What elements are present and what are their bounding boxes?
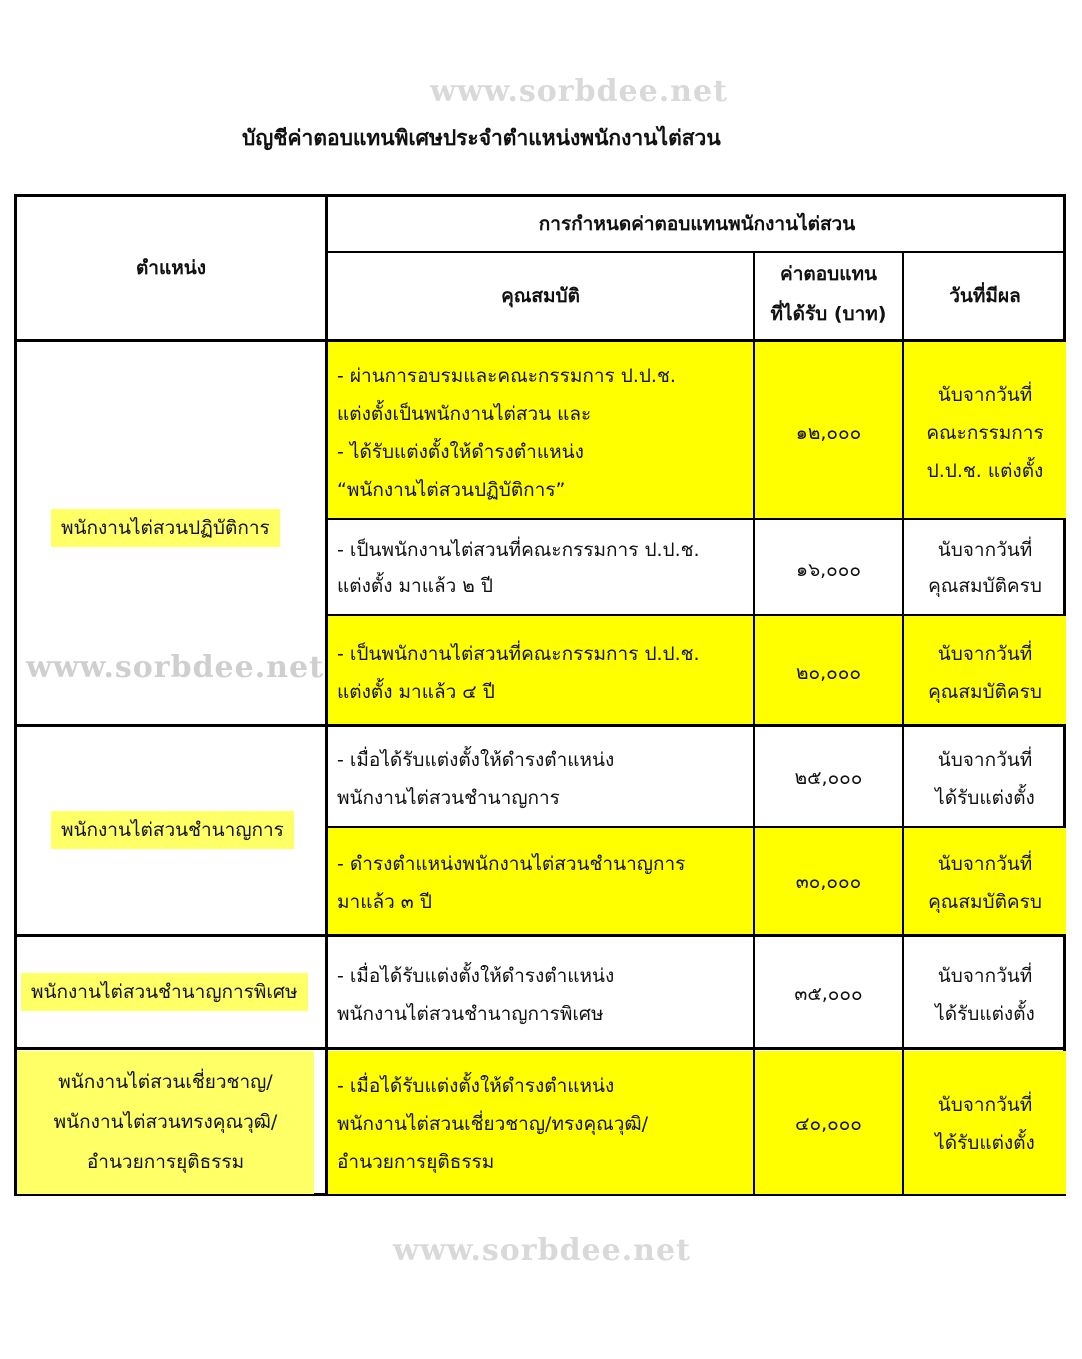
- amount-text: ๓๕,๐๐๐: [794, 983, 863, 1005]
- effective-date-text: นับจากวันที่: [937, 384, 1033, 406]
- effective-date-text: คุณสมบัติครบ: [928, 681, 1042, 703]
- position-label-operational: พนักงานไต่สวนปฏิบัติการ: [51, 509, 280, 547]
- qualification-text: - เมื่อได้รับแต่งตั้งให้ดำรงตำแหน่ง: [337, 965, 615, 987]
- qualification-text: อำนวยการยุติธรรม: [337, 1151, 495, 1173]
- qualification-text: แต่งตั้งเป็นพนักงานไต่สวน และ: [337, 403, 592, 425]
- divider: [325, 197, 328, 1194]
- qualification-text: - เมื่อได้รับแต่งตั้งให้ดำรงตำแหน่ง: [337, 1075, 615, 1097]
- divider: [17, 339, 1066, 342]
- qualification-text: - เมื่อได้รับแต่งตั้งให้ดำรงตำแหน่ง: [337, 749, 615, 771]
- position-label-professional: พนักงานไต่สวนชำนาญการ: [51, 811, 294, 849]
- effective-date-text: คุณสมบัติครบ: [928, 575, 1042, 597]
- qualification-text: - เป็นพนักงานไต่สวนที่คณะกรรมการ ป.ป.ช.: [337, 539, 700, 561]
- effective-date-text: ป.ป.ช. แต่งตั้ง: [926, 460, 1044, 482]
- qualification-text: มาแล้ว ๓ ปี: [337, 891, 432, 913]
- document-title: บัญชีค่าตอบแทนพิเศษประจำตำแหน่งพนักงานไต่สวน: [242, 126, 721, 150]
- qualification-text: - เป็นพนักงานไต่สวนที่คณะกรรมการ ป.ป.ช.: [337, 643, 700, 665]
- effective-date-text: นับจากวันที่: [937, 1094, 1033, 1116]
- watermark-top: www.sorbdee.net: [430, 74, 728, 109]
- divider: [17, 1047, 1066, 1050]
- qualification-text: - ได้รับแต่งตั้งให้ดำรงตำแหน่ง: [337, 441, 584, 463]
- effective-date-text: นับจากวันที่: [937, 965, 1033, 987]
- effective-date-text: ได้รับแต่งตั้ง: [935, 787, 1035, 809]
- divider: [753, 251, 755, 1194]
- watermark-bottom: www.sorbdee.net: [393, 1233, 691, 1268]
- compensation-table: [14, 194, 1066, 1196]
- header-group: การกำหนดค่าตอบแทนพนักงานไต่สวน: [538, 213, 856, 235]
- position-label-expert: อำนวยการยุติธรรม: [86, 1151, 245, 1173]
- amount-text: ๒๕,๐๐๐: [794, 767, 863, 789]
- qualification-text: แต่งตั้ง มาแล้ว ๔ ปี: [337, 681, 495, 703]
- effective-date-text: ได้รับแต่งตั้ง: [935, 1132, 1035, 1154]
- header-compensation-unit: ที่ได้รับ (บาท): [770, 303, 887, 325]
- header-effective-date: วันที่มีผล: [949, 285, 1021, 307]
- effective-date-text: นับจากวันที่: [937, 539, 1033, 561]
- qualification-text: - ดำรงตำแหน่งพนักงานไต่สวนชำนาญการ: [337, 853, 686, 875]
- qualification-text: พนักงานไต่สวนชำนาญการพิเศษ: [337, 1003, 604, 1025]
- header-compensation: ค่าตอบแทน: [780, 263, 877, 285]
- effective-date-text: คณะกรรมการ: [926, 422, 1044, 444]
- header-qualification: คุณสมบัติ: [501, 285, 580, 307]
- amount-text: ๒๐,๐๐๐: [796, 662, 861, 684]
- amount-text: ๓๐,๐๐๐: [795, 871, 862, 893]
- qualification-text: - ผ่านการอบรมและคณะกรรมการ ป.ป.ช.: [337, 365, 676, 387]
- position-label-expert: พนักงานไต่สวนเชี่ยวชาญ/: [58, 1071, 273, 1093]
- effective-date-text: คุณสมบัติครบ: [928, 891, 1042, 913]
- qualification-text: พนักงานไต่สวนชำนาญการ: [337, 787, 560, 809]
- amount-text: ๑๖,๐๐๐: [796, 559, 861, 581]
- position-label-senior-professional: พนักงานไต่สวนชำนาญการพิเศษ: [21, 973, 308, 1011]
- effective-date-text: ได้รับแต่งตั้ง: [935, 1003, 1035, 1025]
- qualification-text: แต่งตั้ง มาแล้ว ๒ ปี: [337, 575, 493, 597]
- divider: [17, 724, 1066, 727]
- qualification-text: “พนักงานไต่สวนปฏิบัติการ”: [337, 479, 566, 501]
- effective-date-text: นับจากวันที่: [937, 853, 1033, 875]
- qualification-text: พนักงานไต่สวนเชี่ยวชาญ/ทรงคุณวุฒิ/: [337, 1113, 649, 1135]
- header-position: ตำแหน่ง: [135, 257, 207, 279]
- divider: [328, 826, 1066, 828]
- amount-text: ๔๐,๐๐๐: [795, 1113, 862, 1135]
- amount-text: ๑๒,๐๐๐: [795, 422, 862, 444]
- divider: [328, 518, 1066, 520]
- position-label-expert: พนักงานไต่สวนทรงคุณวุฒิ/: [53, 1111, 278, 1133]
- divider: [328, 251, 1066, 253]
- divider: [17, 934, 1066, 937]
- watermark-middle: www.sorbdee.net: [26, 650, 324, 685]
- divider: [328, 614, 1066, 616]
- effective-date-text: นับจากวันที่: [937, 643, 1033, 665]
- effective-date-text: นับจากวันที่: [937, 749, 1033, 771]
